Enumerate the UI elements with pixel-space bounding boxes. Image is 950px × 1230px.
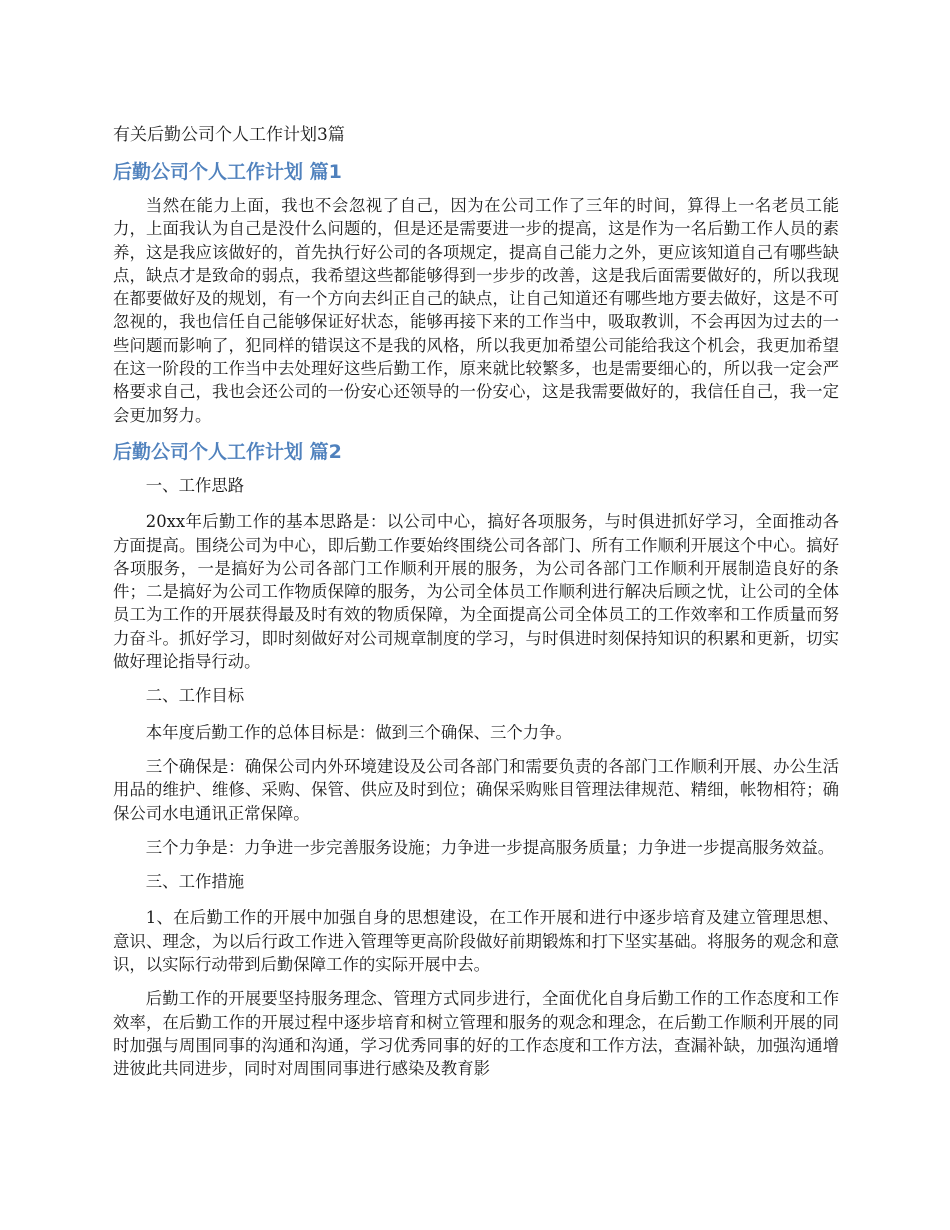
section-2 [113,438,839,1081]
paragraph: 20xx年后勤工作的基本思路是：以公司中心，搞好各项服务，与时俱进抓好学习，全面推动各方面提高。围绕公司为中心，即后勤工作要始终围绕公司各部门、所有工作顺利开展这个中心。搞好各项服务，一是搞好为公司各部门工作顺利开展的服务，为公司各部门工作顺利开展制造良好的条件；二是搞好为公司工作物质保障的服务，为公司全体员工作顺利进行解决后顾之忧，让公司的全体员工为工作的开展获得最及时有效的物质保障，为全面提高公司全体员工的工作效率和工作质量而努力奋斗。抓好学习，即时刻做好对公司规章制度的学习，与时俱进时刻保持知识的积累和更新，切实做好理论指导行动。 [113,512,839,672]
paragraph: 本年度后勤工作的总体目标是：做到三个确保、三个力争。 [145,722,572,742]
paragraph: 三个力争是：力争进一步完善服务设施；力争进一步提高服务质量；力争进一步提高服务效益。 [145,837,835,857]
subheading-work-goals: 二、工作目标 [145,686,245,706]
paragraph: 三个确保是：确保公司内外环境建设及公司各部门和需要负责的各部门工作顺利开展、办公生活用品的维护、维修、采购、保管、供应及时到位；确保采购账目管理法律规范、精细，帐物相符；确保公司水电通讯正常保障。 [113,756,839,823]
subheading-work-measures: 三、工作措施 [145,872,245,892]
section-1 [113,158,839,427]
paragraph: 1、在后勤工作的开展中加强自身的思想建设，在工作开展和进行中逐步培育及建立管理思想、意识、理念，为以后行政工作进入管理等更高阶段做好前期锻炼和打下坚实基础。将服务的观念和意识，以实际行动带到后勤保障工作的实际开展中去。 [113,908,839,975]
section-heading: 后勤公司个人工作计划 篇1 [113,161,342,183]
subheading-work-approach: 一、工作思路 [145,475,245,495]
section-heading: 后勤公司个人工作计划 篇2 [113,440,342,463]
paragraph: 后勤工作的开展要坚持服务理念、管理方式同步进行，全面优化自身后勤工作的工作态度和工作效率，在后勤工作的开展过程中逐步培育和树立管理和服务的观念和理念，在后勤工作顺利开展的同时加强与周围同事的沟通和沟通，学习优秀同事的好的工作态度和工作方法，查漏补缺，加强沟通增进彼此共同进步，同时对周围同事进行感染及教育影 [113,989,839,1079]
paragraph: 当然在能力上面，我也不会忽视了自己，因为在公司工作了三年的时间，算得上一名老员工能力，上面我认为自己是没什么问题的，但是还是需要进一步的提高，这是作为一名后勤工作人员的素养，这是我应该做好的，首先执行好公司的各项规定，提高自己能力之外，更应该知道自己有哪些缺点，缺点才是致命的弱点，我希望这些都能够得到一步步的改善，这是我后面需要做好的，所以我现在都要做好及的规划，有一个方向去纠正自己的缺点，让自己知道还有哪些地方要去做好，这是不可忽视的，我也信任自己能够保证好状态，能够再接下来的工作当中，吸取教训，不会再因为过去的一些问题而影响了，犯同样的错误这不是我的风格，所以我更加希望公司能给我这个机会，我更加希望在这一阶段的工作当中去处理好这些后勤工作，原来就比较繁多，也是需要细心的，所以我一定会严格要求自己，我也会还公司的一份安心还领导的一份安心，这是我需要做好的，我信任自己，我一定会更加努力。 [113,196,839,425]
document-title: 有关后勤公司个人工作计划3篇 [113,125,345,145]
document-page [113,122,839,1092]
